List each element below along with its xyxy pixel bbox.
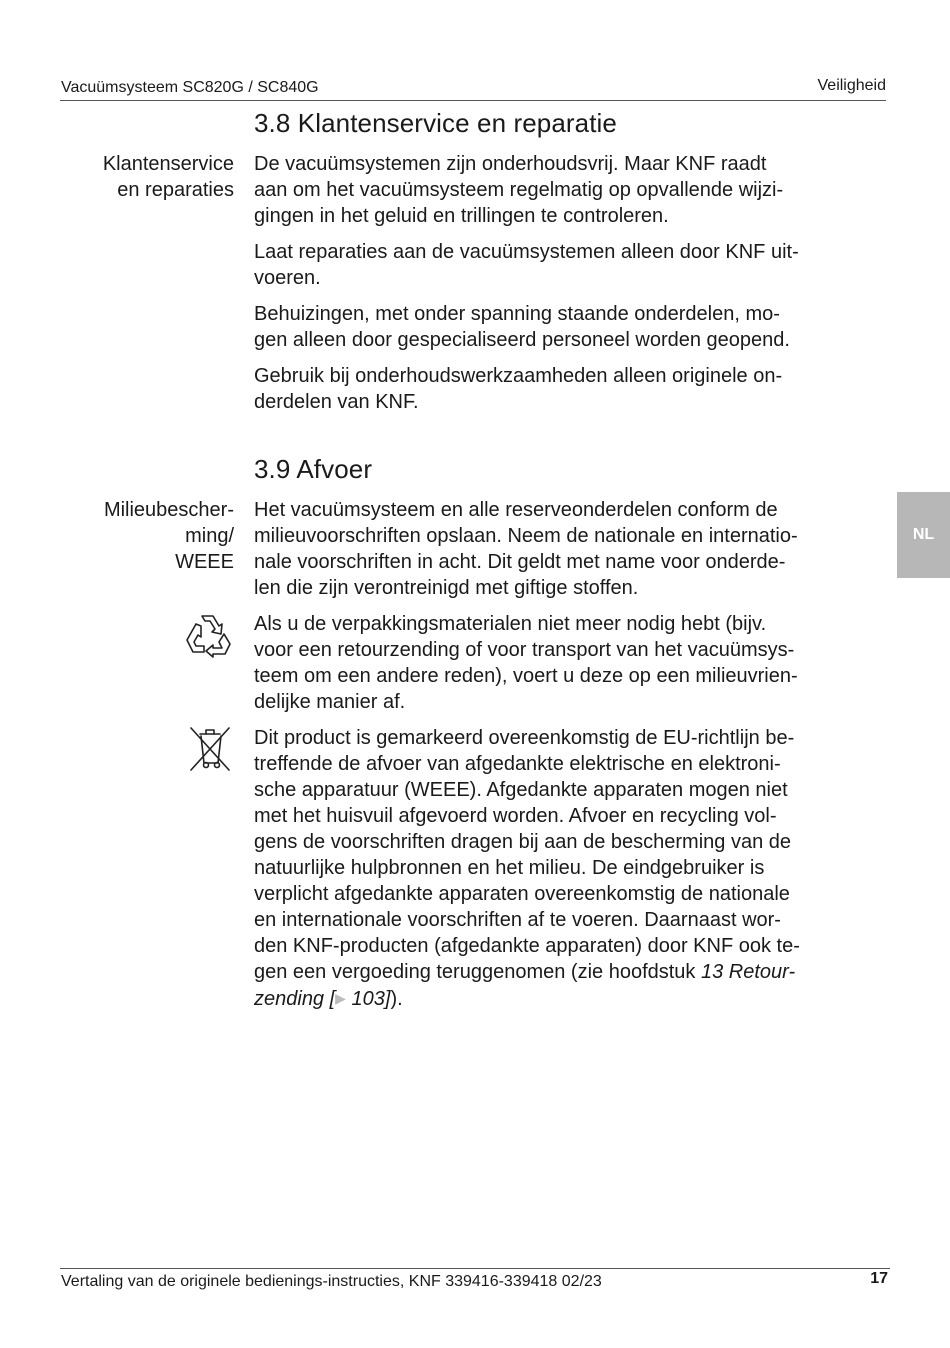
section-3-8-body — [254, 151, 884, 425]
text-line: Laat reparaties aan de vacuümsystemen alleen door KNF uit- — [254, 241, 799, 263]
section-3-9-paragraph-1 — [254, 497, 884, 601]
text-line: Als u de verpakkingsmaterialen niet meer nodig hebt (bijv. — [254, 613, 767, 635]
text-segment: ). — [390, 988, 403, 1010]
text-line: gen alleen door gespecialiseerd personeel worden geopend. — [254, 329, 790, 351]
text-line: milieuvoorschriften opslaan. Neem de nationale en internatio- — [254, 525, 798, 547]
text-line — [254, 985, 884, 1012]
side-label-line: Klantenservice — [102, 153, 234, 175]
text-line: aan om het vacuümsysteem regelmatig op opvallende wijzi- — [254, 179, 784, 201]
side-label-line: WEEE — [175, 551, 234, 573]
header-rule — [60, 100, 886, 101]
cross-reference-link[interactable]: 13 Retour- — [700, 961, 796, 983]
section-3-9-heading: 3.9 Afvoer — [254, 454, 373, 484]
text-line: derdelen van KNF. — [254, 391, 419, 413]
section-3-9-paragraph-2 — [254, 611, 884, 715]
ref-text: zending [ — [254, 988, 336, 1010]
paragraph — [254, 239, 884, 291]
header-chapter-title: Veiligheid — [817, 77, 886, 94]
text-line: gingen in het geluid en trillingen te controleren. — [254, 205, 669, 227]
text-line: Dit product is gemarkeerd overeenkomstig de EU-richtlijn be- — [254, 727, 795, 749]
section-3-8-heading: 3.8 Klantenservice en reparatie — [254, 108, 617, 138]
text-line: teem om een andere reden), voert u deze op een milieuvrien- — [254, 665, 798, 687]
text-line: Het vacuümsysteem en alle reserveonderdelen conform de — [254, 499, 778, 521]
text-line: treffende de afvoer van afgedankte elektrische en elektroni- — [254, 753, 781, 775]
side-label-line: ming/ — [185, 525, 234, 547]
footer-rule — [60, 1268, 890, 1269]
paragraph — [254, 151, 884, 229]
text-line: sche apparatuur (WEEE). Afgedankte apparaten mogen niet — [254, 779, 788, 801]
text-line: voor een retourzending of voor transport van het vacuümsys- — [254, 639, 795, 661]
text-line: voeren. — [254, 267, 321, 289]
paragraph — [254, 301, 884, 353]
text-line: delijke manier af. — [254, 691, 406, 713]
text-line: natuurlijke hulpbronnen en het milieu. De eindgebruiker is — [254, 857, 765, 879]
text-line: met het huisvuil afgevoerd worden. Afvoer en recycling vol- — [254, 805, 777, 827]
text-line: De vacuümsystemen zijn onderhoudsvrij. Maar KNF raadt — [254, 153, 767, 175]
section-3-9-side-label — [104, 497, 234, 575]
side-label-line: Milieubescher- — [103, 499, 234, 521]
cross-reference-link[interactable] — [254, 988, 390, 1010]
page-number: 17 — [870, 1270, 888, 1287]
text-line: len die zijn verontreinigd met giftige stoffen. — [254, 577, 639, 599]
text-line: verplicht afgedankte apparaten overeenkomstig de nationale — [254, 883, 790, 905]
page-reference-arrow-icon: ▶ — [335, 990, 346, 1006]
weee-crossed-bin-icon — [188, 725, 232, 773]
text-line: Behuizingen, met onder spanning staande onderdelen, mo- — [254, 303, 780, 325]
language-tab: NL — [897, 492, 950, 578]
ref-page: 103] — [345, 988, 391, 1010]
text-line: en internationale voorschriften af te voeren. Daarnaast wor- — [254, 909, 781, 931]
section-3-8-side-label — [103, 151, 234, 203]
text-line: gens de voorschriften dragen bij aan de bescherming van de — [254, 831, 792, 853]
footer-text: Vertaling van de originele bedienings-instructies, KNF 339416-339418 02/23 — [61, 1273, 602, 1290]
recycle-icon — [185, 612, 233, 658]
text-line: nale voorschriften in acht. Dit geldt met name voor onderde- — [254, 551, 786, 573]
paragraph — [254, 363, 884, 415]
text-line: Gebruik bij onderhoudswerkzaamheden alleen originele on- — [254, 365, 783, 387]
text-segment: gen een vergoeding teruggenomen (zie hoofdstuk — [254, 961, 701, 983]
side-label-line: en reparaties — [117, 179, 234, 201]
text-line — [254, 959, 884, 985]
text-line: den KNF-producten (afgedankte apparaten) door KNF ook te- — [254, 935, 800, 957]
header-document-title: Vacuümsysteem SC820G / SC840G — [61, 79, 319, 96]
section-3-9-paragraph-3 — [254, 725, 884, 1012]
